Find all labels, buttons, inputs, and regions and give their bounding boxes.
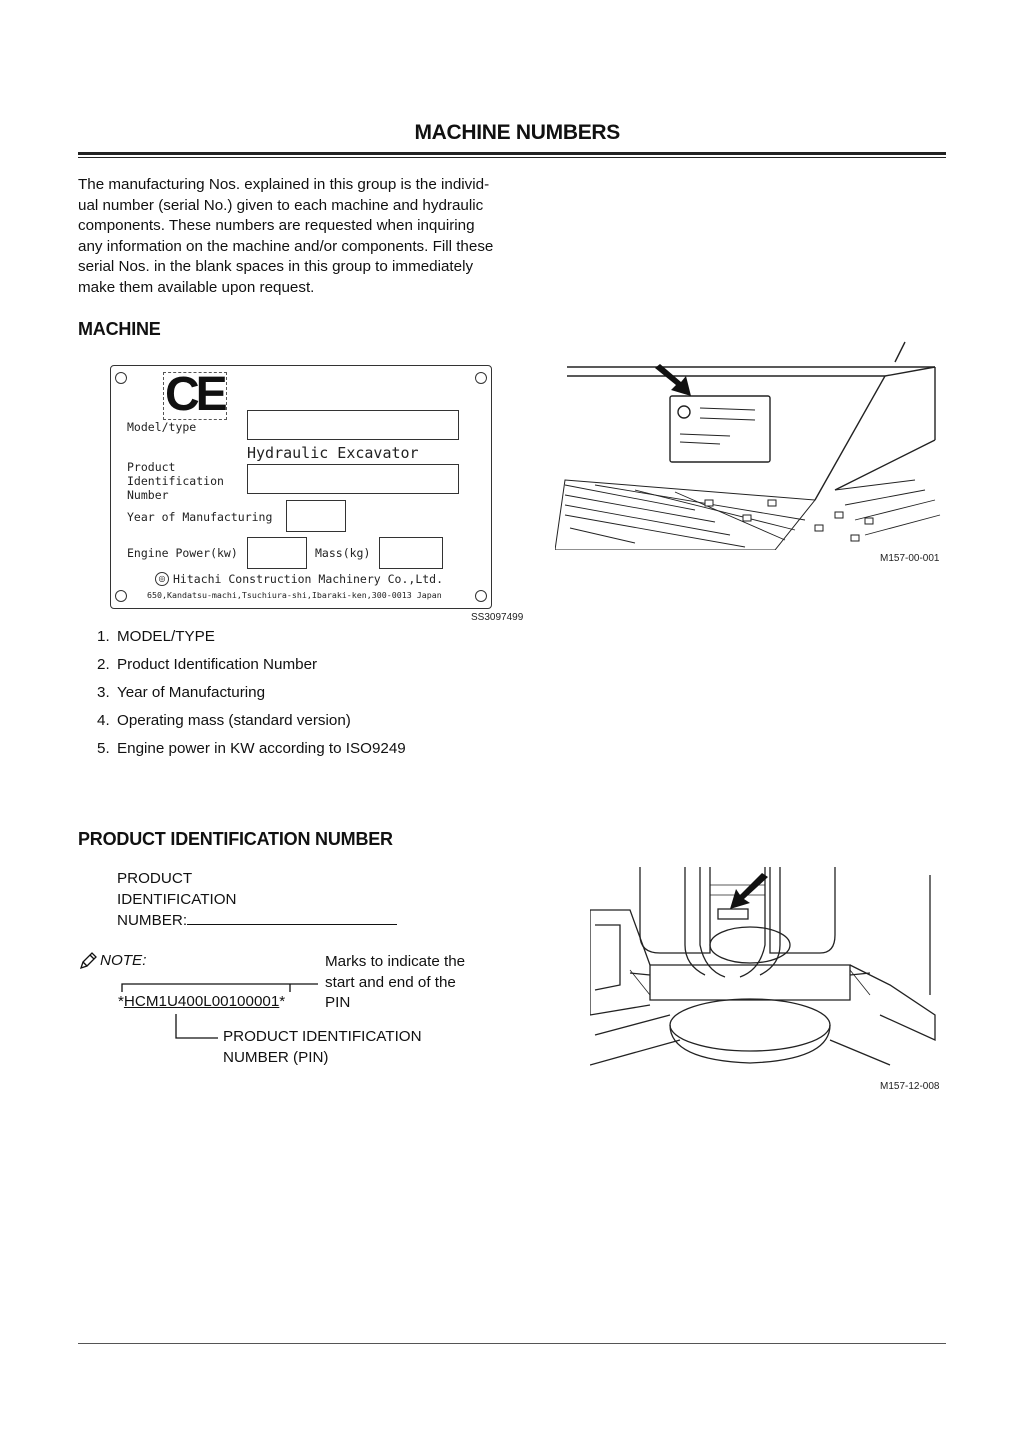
intro-line: ual number (serial No.) given to each machine and hydraulic <box>78 196 484 214</box>
intro-line: make them available upon request. <box>78 278 315 296</box>
hitachi-logo-icon: ◎ <box>155 572 169 586</box>
engine-power-field <box>247 537 307 569</box>
pin-caption-line: PRODUCT IDENTIFICATION <box>223 1028 422 1045</box>
model-field <box>247 410 459 440</box>
pin-label-line: PRODUCT <box>117 870 193 887</box>
machine-plate-location-illustration <box>555 340 945 550</box>
pin-location-illustration <box>590 865 950 1075</box>
pin-label-line: IDENTIFICATION <box>117 890 237 908</box>
intro-line: serial Nos. in the blank spaces in this group to immediately <box>78 258 474 275</box>
pin-label-line: Identification <box>127 474 224 488</box>
note-label: NOTE: <box>100 952 147 969</box>
nameplate <box>110 365 492 609</box>
title-rule-thin <box>78 157 946 158</box>
list-number: 4. <box>97 712 110 729</box>
pin-code: HCM1U400L00100001 <box>123 993 280 1010</box>
intro-line: any information on the machine and/or components. Fill these <box>78 237 494 255</box>
list-text: Engine power in KW according to ISO9249 <box>117 740 406 757</box>
mass-field <box>379 537 443 569</box>
pin-start-mark: * <box>118 993 124 1010</box>
machine-heading: MACHINE <box>78 319 161 339</box>
pin-blank-line <box>187 910 397 925</box>
list-number: 3. <box>97 684 110 701</box>
model-value: Hydraulic Excavator <box>247 444 419 462</box>
pin-label-number: NUMBER: <box>117 912 188 929</box>
marks-note-line: Marks to indicate the <box>325 953 466 970</box>
machine-number-list <box>97 626 406 766</box>
marks-note-line: start and end of the <box>325 973 456 991</box>
pin-photo-caption: M157-12-008 <box>880 1081 940 1092</box>
pencil-icon <box>78 952 98 970</box>
mass-label: Mass(kg) <box>315 546 371 560</box>
list-item <box>97 710 406 738</box>
list-text: Product Identification Number <box>117 656 318 673</box>
machine-photo-caption: M157-00-001 <box>880 553 940 564</box>
pin-label-block <box>117 869 397 932</box>
plate-hole-icon <box>115 590 127 602</box>
plate-hole-icon <box>475 590 487 602</box>
pin-label-line: Number <box>127 488 169 502</box>
footer-rule <box>78 1343 946 1344</box>
pin-end-mark: * <box>279 993 286 1010</box>
company-address: 650,Kandatsu-machi,Tsuchiura-shi,Ibaraki-ken,300-0013 Japan <box>147 590 442 600</box>
pin-caption-line: NUMBER (PIN) <box>223 1048 329 1066</box>
pin-caption <box>223 1027 422 1068</box>
list-item <box>97 738 406 766</box>
page-title: MACHINE NUMBERS <box>414 121 620 144</box>
intro-line: components. These numbers are requested when inquiring <box>78 217 475 234</box>
intro-paragraph <box>78 175 533 298</box>
pin-label-line: Product <box>127 460 176 474</box>
model-label: Model/type <box>127 420 197 434</box>
engine-power-label: Engine Power(kw) <box>127 546 238 560</box>
plate-hole-icon <box>115 372 127 384</box>
list-number: 1. <box>97 628 110 645</box>
list-item <box>97 682 406 710</box>
marks-note <box>325 952 465 1014</box>
year-label: Year of Manufacturing <box>127 510 273 524</box>
pin-field <box>247 464 459 494</box>
ce-mark: CE <box>165 368 224 421</box>
list-number: 2. <box>97 656 110 673</box>
pin-example <box>118 992 285 1013</box>
year-field <box>286 500 346 532</box>
list-item <box>97 654 406 682</box>
list-item <box>97 626 406 654</box>
list-text: MODEL/TYPE <box>117 628 215 645</box>
plate-hole-icon <box>475 372 487 384</box>
pin-label-line <box>117 910 397 932</box>
plate-caption: SS3097499 <box>471 612 524 623</box>
list-text: Year of Manufacturing <box>117 684 266 701</box>
pin-label <box>127 460 224 502</box>
title-rule-thick <box>78 152 946 155</box>
list-text: Operating mass (standard version) <box>117 712 351 729</box>
pin-heading: PRODUCT IDENTIFICATION NUMBER <box>78 829 393 849</box>
intro-line: The manufacturing Nos. explained in this group is the individ- <box>78 176 490 193</box>
company-name: Hitachi Construction Machinery Co.,Ltd. <box>173 572 444 586</box>
list-number: 5. <box>97 740 110 757</box>
marks-note-line: PIN <box>325 994 351 1011</box>
